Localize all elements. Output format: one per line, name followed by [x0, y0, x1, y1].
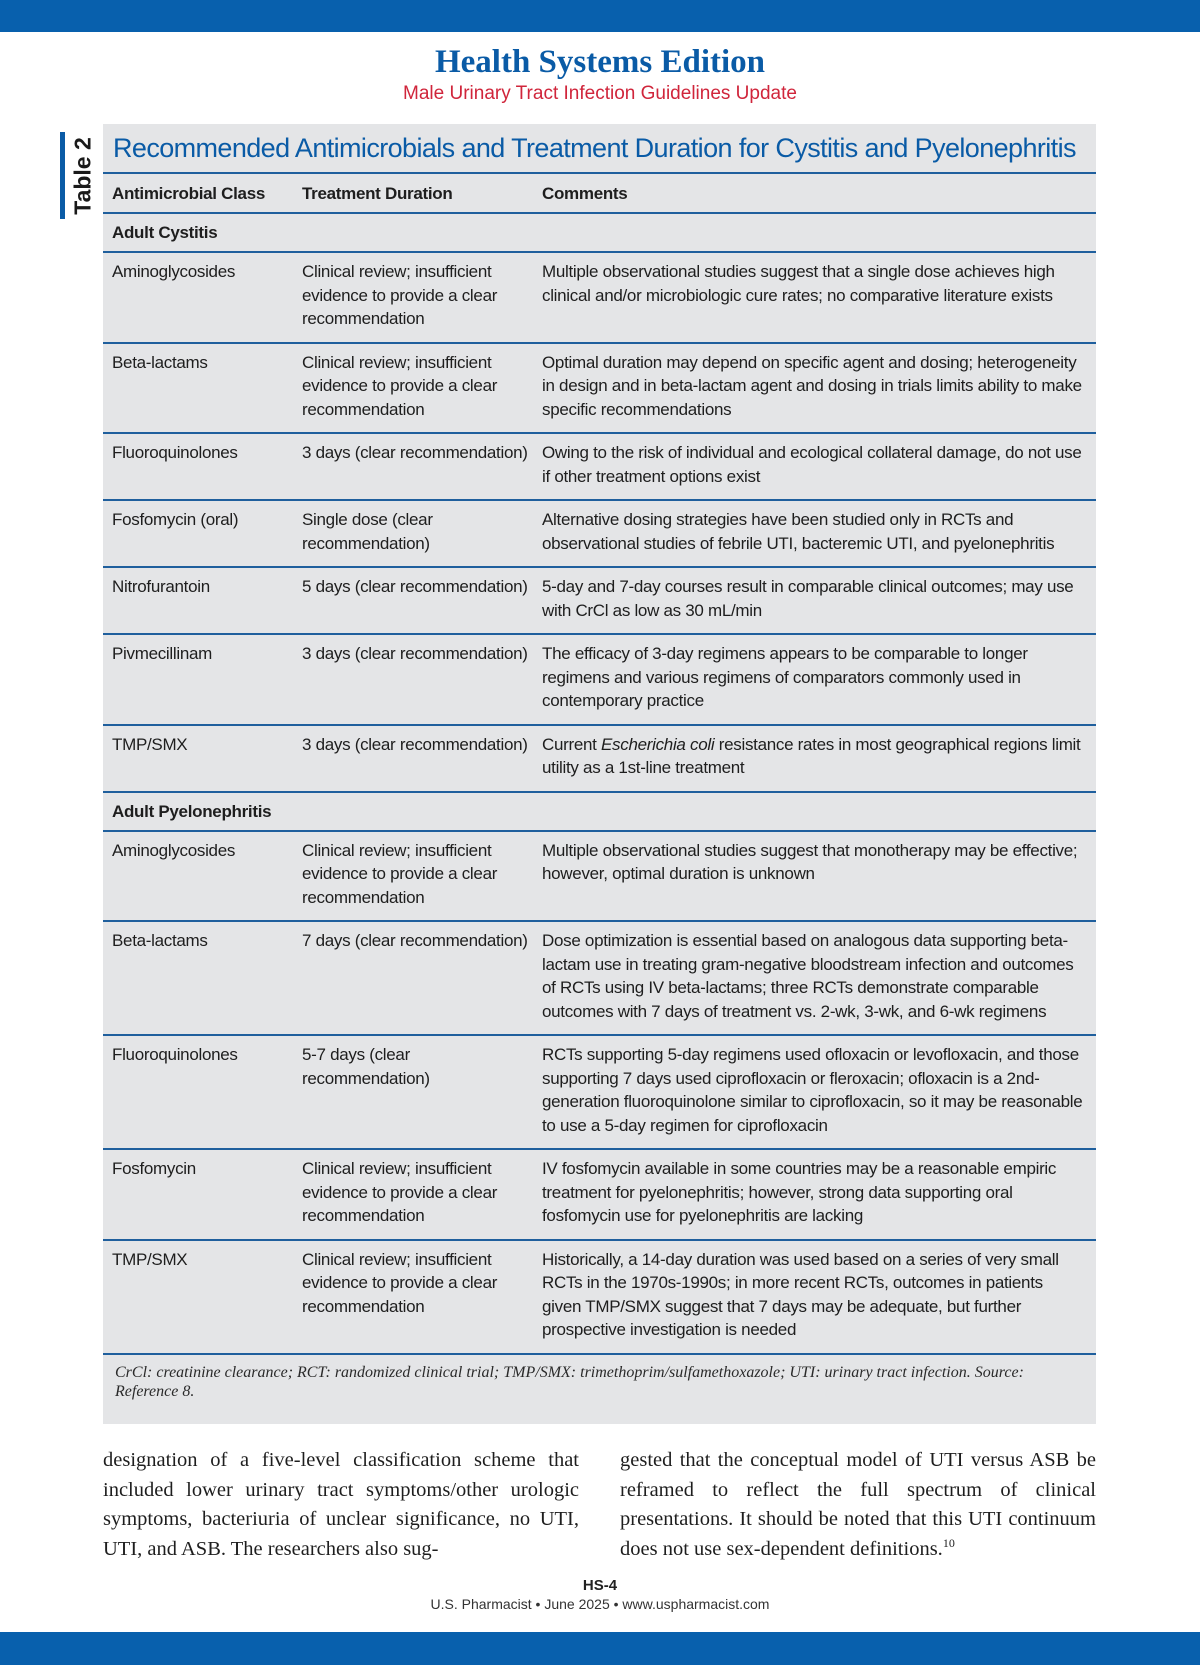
comment-italic-text: Escherichia coli: [601, 734, 715, 754]
antimicrobial-class-cell: Pivmecillinam: [103, 634, 292, 725]
comment-text: Multiple observational studies suggest that a single dose achieves high clinical and/or microbiologic cure rates; no comparative literature exists: [542, 262, 1055, 305]
page-footer: [0, 1576, 1200, 1614]
comment-text: Alternative dosing strategies have been studied only in RCTs and observational studies of febrile UTI, bacteremic UTI, and pyelonephritis: [542, 510, 1055, 553]
treatment-duration-cell: 5 days (clear recommendation): [292, 567, 532, 634]
comments-cell: [532, 921, 1096, 1035]
body-column-right: [620, 1446, 1096, 1564]
antimicrobial-class-cell: TMP/SMX: [103, 725, 292, 792]
edition-title: Health Systems Edition: [434, 44, 766, 80]
table-row: [103, 433, 1096, 500]
body-column-left: [103, 1446, 579, 1564]
body-text-right: gested that the conceptual model of UTI versus ASB be reframed to reflect the full spectrum of clinical presentations. It should be noted that this UTI continuum does not use sex-dependent definitions.: [620, 1449, 1096, 1560]
table-row: [103, 831, 1096, 922]
edition-subtitle: Male Urinary Tract Infection Guidelines Update: [403, 83, 797, 104]
treatment-duration-cell: 5-7 days (clear recommendation): [292, 1035, 532, 1149]
antimicrobial-class-cell: Fosfomycin (oral): [103, 500, 292, 567]
comment-text: Owing to the risk of individual and ecological collateral damage, do not use if other treatment options exist: [542, 443, 1082, 486]
table-row: [103, 500, 1096, 567]
comment-text: The efficacy of 3-day regimens appears to be comparable to longer regimens and various regimens of comparators commonly used in contemporary practice: [542, 644, 1028, 710]
antimicrobial-class-cell: Fluoroquinolones: [103, 433, 292, 500]
table-header-row: [103, 173, 1096, 213]
section-title: Adult Pyelonephritis: [103, 792, 1096, 831]
treatment-duration-cell: Clinical review; insufficient evidence to provide a clear recommendation: [292, 343, 532, 434]
comment-text: RCTs supporting 5-day regimens used ofloxacin or levofloxacin, and those supporting 7 days used ciprofloxacin or fleroxacin; ofloxacin is a 2nd-generation fluoroquinolone similar to ciprofloxacin, so it may be reasonable to use a 5-day regimen for ciprofloxacin: [542, 1045, 1083, 1135]
comment-text: Multiple observational studies suggest that monotherapy may be effective; however, optimal duration is unknown: [542, 840, 1078, 883]
treatment-duration-cell: 3 days (clear recommendation): [292, 725, 532, 792]
table-row: [103, 1149, 1096, 1240]
column-header: Antimicrobial Class: [103, 173, 292, 213]
table-title: Recommended Antimicrobials and Treatment Duration for Cystitis and Pyelonephritis: [113, 133, 1076, 163]
comments-cell: [532, 433, 1096, 500]
treatment-duration-cell: 3 days (clear recommendation): [292, 433, 532, 500]
comments-cell: [532, 500, 1096, 567]
reference-superscript: 10: [942, 1535, 955, 1550]
top-color-bar: [0, 0, 1200, 32]
table-row: [103, 567, 1096, 634]
comments-cell: [532, 1240, 1096, 1354]
treatment-duration-cell: 3 days (clear recommendation): [292, 634, 532, 725]
antimicrobial-class-cell: TMP/SMX: [103, 1240, 292, 1354]
page-number: HS-4: [582, 1577, 618, 1594]
antimicrobial-class-cell: Fluoroquinolones: [103, 1035, 292, 1149]
treatment-duration-cell: Single dose (clear recommendation): [292, 500, 532, 567]
table-row: [103, 343, 1096, 434]
comment-text: IV fosfomycin available in some countries may be a reasonable empiric treatment for pyelonephritis; however, strong data supporting oral fosfomycin use for pyelonephritis are lacking: [542, 1159, 1057, 1225]
treatment-duration-cell: 7 days (clear recommendation): [292, 921, 532, 1035]
comment-text: resistance rates in most geographical regions limit utility as a 1st-line treatment: [542, 734, 1081, 777]
treatment-duration-cell: Clinical review; insufficient evidence to provide a clear recommendation: [292, 831, 532, 922]
table-row: [103, 1240, 1096, 1354]
section-header-row: [103, 213, 1096, 252]
bottom-color-bar: [0, 1632, 1200, 1665]
table-label: Table 2: [69, 137, 96, 215]
antimicrobial-class-cell: Beta-lactams: [103, 343, 292, 434]
comments-cell: [532, 343, 1096, 434]
column-header: Treatment Duration: [292, 173, 532, 213]
comments-cell: [532, 1149, 1096, 1240]
body-text-left: designation of a five-level classification scheme that included lower urinary tract symptoms/other urologic symptoms, bacteriuria of unclear significance, no UTI, UTI, and ASB. The researchers also sug-: [103, 1449, 579, 1560]
table-row: [103, 921, 1096, 1035]
comment-text: Current: [542, 734, 602, 754]
antimicrobial-class-cell: Nitrofurantoin: [103, 567, 292, 634]
antimicrobial-class-cell: Beta-lactams: [103, 921, 292, 1035]
antimicrobial-class-cell: Aminoglycosides: [103, 252, 292, 343]
treatment-duration-cell: Clinical review; insufficient evidence to provide a clear recommendation: [292, 1240, 532, 1354]
comments-cell: [532, 567, 1096, 634]
table-row: [103, 634, 1096, 725]
comments-cell: [532, 1035, 1096, 1149]
table-row: [103, 252, 1096, 343]
publication-source: U.S. Pharmacist • June 2025 • www.uspharmacist.com: [430, 1596, 770, 1612]
table-tab-marker: [60, 132, 65, 219]
column-header: Comments: [532, 173, 1096, 213]
antimicrobial-class-cell: Fosfomycin: [103, 1149, 292, 1240]
comments-cell: [532, 831, 1096, 922]
comments-cell: [532, 725, 1096, 792]
treatment-table: [103, 172, 1096, 1413]
comment-text: Historically, a 14-day duration was used based on a series of very small RCTs in the 1970s-1990s; in more recent RCTs, outcomes in patients given TMP/SMX suggest that 7 days may be adequate, but further prospective investigation is needed: [542, 1249, 1059, 1339]
table-container: [103, 124, 1096, 1424]
masthead: [0, 42, 1200, 106]
treatment-duration-cell: Clinical review; insufficient evidence to provide a clear recommendation: [292, 252, 532, 343]
comment-text: Optimal duration may depend on specific agent and dosing; heterogeneity in design and in beta-lactam agent and dosing in trials limits ability to make specific recommendations: [542, 352, 1082, 419]
comment-text: 5-day and 7-day courses result in comparable clinical outcomes; may use with CrCl as low as 30 mL/min: [542, 577, 1074, 620]
table-body: [103, 213, 1096, 1354]
comments-cell: [532, 634, 1096, 725]
comments-cell: [532, 252, 1096, 343]
section-title: Adult Cystitis: [103, 213, 1096, 252]
footnote-row: [103, 1354, 1096, 1413]
treatment-duration-cell: Clinical review; insufficient evidence to provide a clear recommendation: [292, 1149, 532, 1240]
comment-text: Dose optimization is essential based on analogous data supporting beta-lactam use in treating gram-negative bloodstream infection and outcomes of RCTs using IV beta-lactams; three RCTs demonstrate comparable outcomes with 7 days of treatment vs. 2-wk, 3-wk, and 6-wk regimens: [542, 931, 1074, 1021]
table-row: [103, 1035, 1096, 1149]
section-header-row: [103, 792, 1096, 831]
table-row: [103, 725, 1096, 792]
antimicrobial-class-cell: Aminoglycosides: [103, 831, 292, 922]
table-footnote: CrCl: creatinine clearance; RCT: randomized clinical trial; TMP/SMX: trimethoprim/sulfamethoxazole; UTI: urinary tract infection. Source: Reference 8.: [103, 1354, 1096, 1413]
